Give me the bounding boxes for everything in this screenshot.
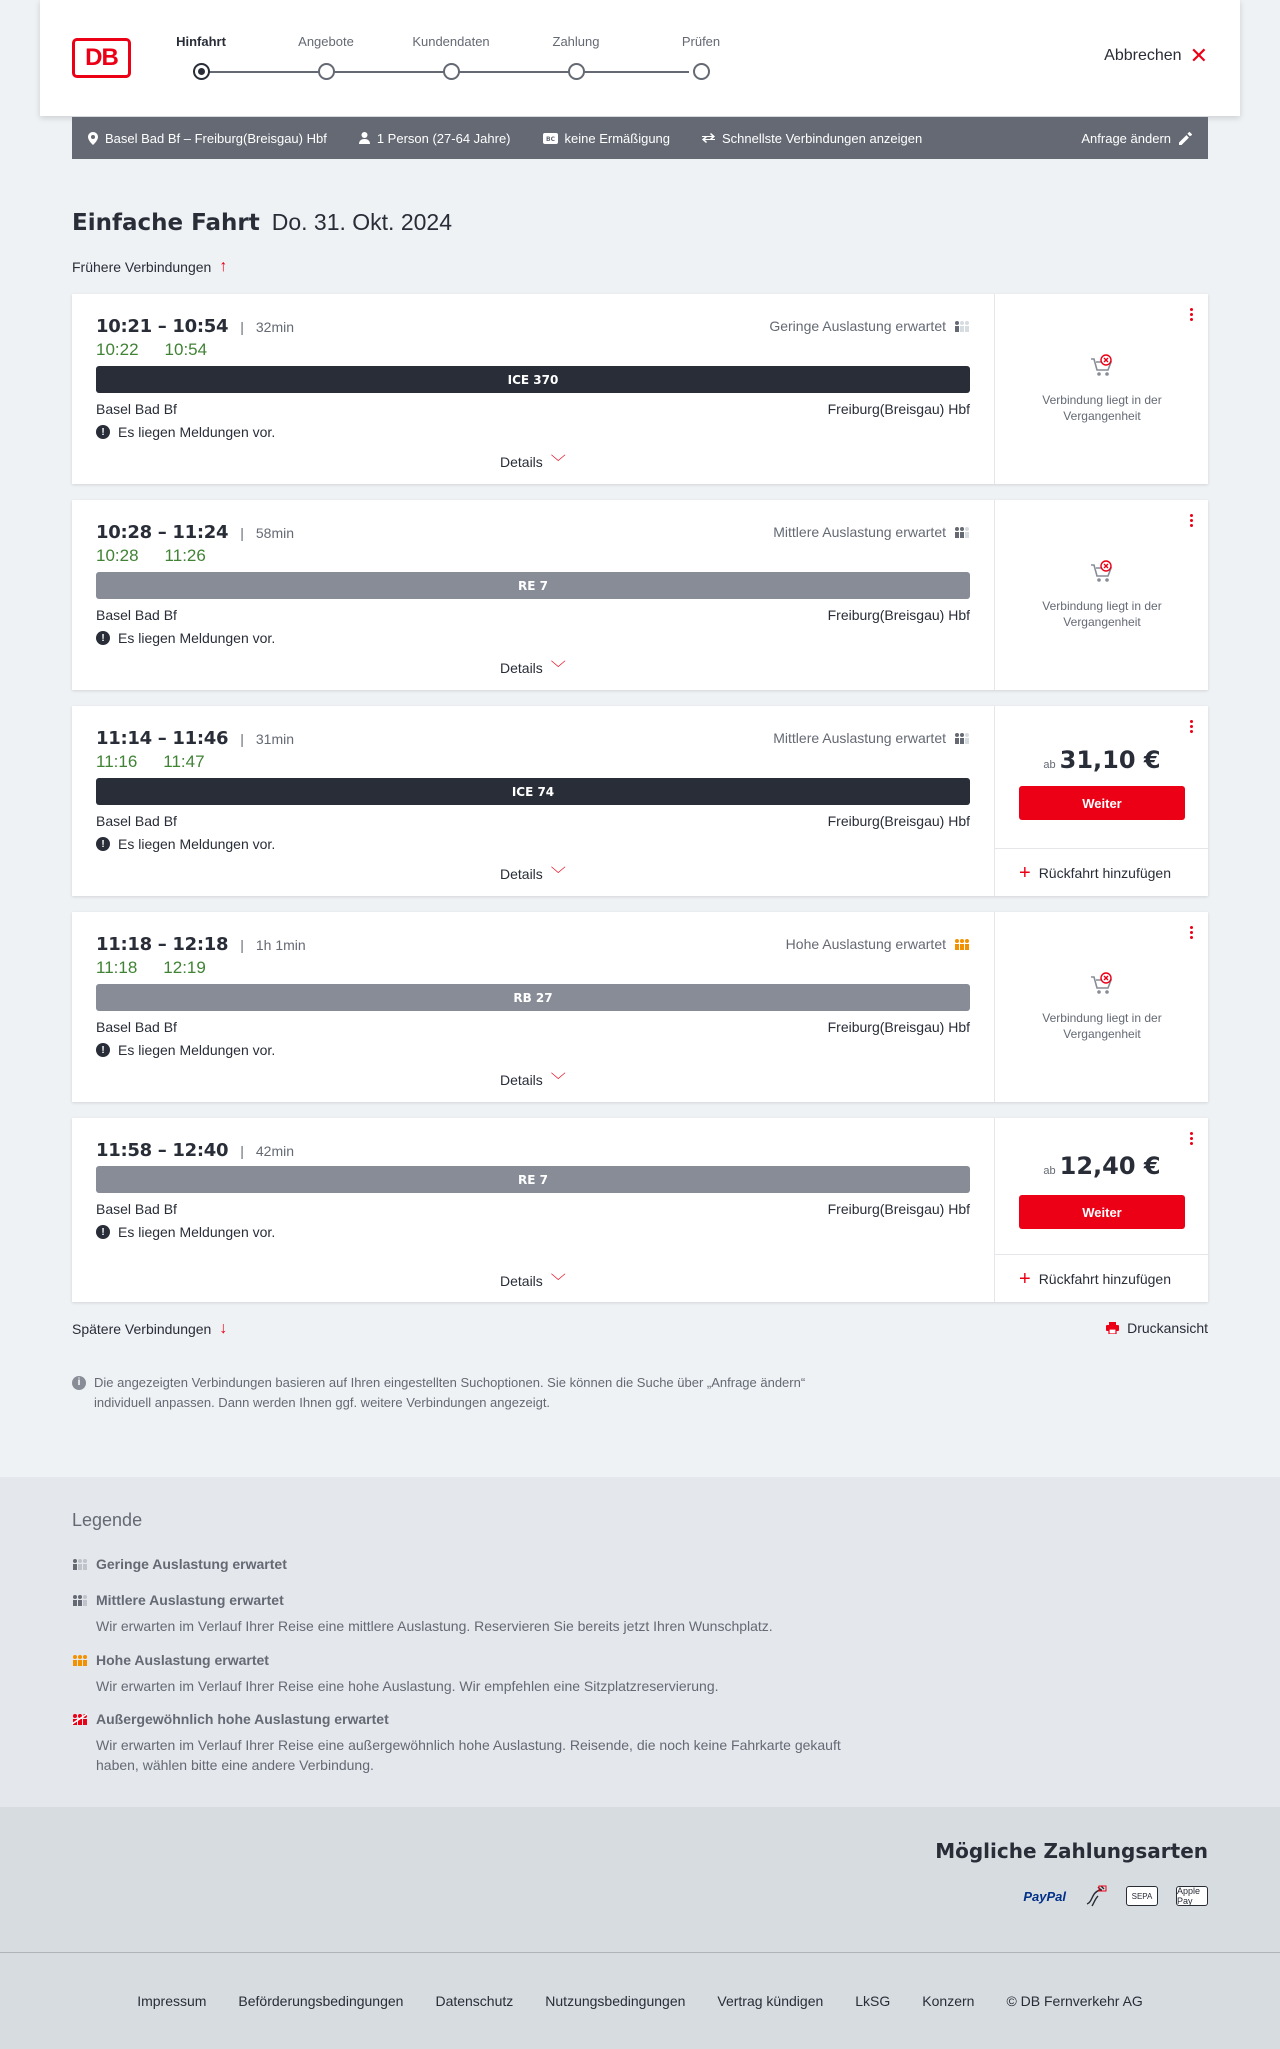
print-view-link[interactable] [1106, 1320, 1208, 1336]
progress-stepper [176, 34, 721, 84]
step-label: Angebote [298, 34, 354, 49]
scheduled-times: 11:14 – 11:46 [96, 728, 229, 749]
train-bar[interactable]: ICE 370 [96, 366, 970, 393]
alert-icon: ! [96, 631, 110, 645]
info-icon: i [72, 1376, 86, 1390]
separator: | [240, 1142, 244, 1159]
scheduled-times: 10:28 – 11:24 [96, 522, 229, 543]
paypal-icon: PayPal [1023, 1888, 1066, 1904]
schedule-row [96, 522, 294, 543]
passenger-text: 1 Person (27-64 Jahre) [376, 130, 511, 146]
schedule-row [96, 1140, 294, 1161]
realtime-arrival: 11:26 [164, 546, 206, 565]
footer-link-lksg[interactable]: LkSG [855, 1993, 891, 2009]
stations-row [96, 1019, 970, 1035]
more-options-icon[interactable] [1190, 308, 1194, 323]
schedule-row [96, 316, 294, 337]
details-toggle[interactable] [500, 863, 566, 884]
connection-card [72, 706, 1208, 896]
legend-item [72, 1711, 872, 1775]
footer-link-konzern[interactable]: Konzern [922, 1993, 975, 2009]
step-angebote [276, 34, 376, 54]
past-connection-info [995, 972, 1209, 1042]
train-bar[interactable]: RE 7 [96, 572, 970, 599]
realtime-row [96, 546, 206, 566]
fastest-connections-toggle[interactable] [702, 131, 922, 146]
occupancy-text: Geringe Auslastung erwartet [769, 318, 946, 334]
realtime-departure: 10:22 [96, 340, 139, 359]
step-zahlung [526, 34, 626, 54]
cart-unavailable-icon [1089, 560, 1115, 586]
earlier-connections-link[interactable] [72, 258, 227, 276]
alert-icon: ! [96, 1043, 110, 1057]
step-dot [318, 63, 335, 80]
past-connection-info [995, 560, 1209, 630]
chevron-down-icon: ﹀ [550, 1072, 566, 1089]
from-station: Basel Bad Bf [96, 607, 177, 623]
later-connections-link[interactable] [72, 1320, 227, 1338]
from-station: Basel Bad Bf [96, 813, 177, 829]
db-logo[interactable]: DB [72, 38, 131, 78]
price-value: 12,40 € [1059, 1152, 1161, 1180]
footer-link-nutzungsbedingungen[interactable]: Nutzungsbedingungen [545, 1993, 686, 2009]
more-options-icon[interactable] [1190, 720, 1194, 735]
chevron-down-icon: ﹀ [550, 866, 566, 883]
details-toggle[interactable] [500, 1270, 566, 1291]
offer-panel [994, 912, 1208, 1102]
realtime-departure: 11:16 [96, 752, 138, 771]
change-request-button[interactable] [1081, 131, 1192, 146]
legend-label: Außergewöhnlich hohe Auslastung erwartet [96, 1711, 389, 1727]
realtime-arrival: 10:54 [164, 340, 208, 359]
realtime-departure: 11:18 [96, 958, 138, 977]
message-text: Es liegen Meldungen vor. [118, 424, 276, 440]
message-row [96, 424, 275, 440]
details-label: Details [500, 1071, 543, 1088]
stations-row [96, 607, 970, 623]
chevron-down-icon: ﹀ [550, 454, 566, 471]
occupancy-high-icon [72, 1654, 88, 1666]
step-label: Prüfen [681, 34, 721, 49]
message-row [96, 630, 275, 646]
search-summary-bar [72, 117, 1208, 159]
past-connection-text: Verbindung liegt in der Vergangenheit [1042, 599, 1162, 629]
occupancy-high-icon [954, 938, 970, 950]
schedule-row [96, 934, 306, 955]
occupancy-medium-icon [954, 526, 970, 538]
payment-methods-section [0, 1807, 1280, 1952]
earlier-label: Frühere Verbindungen [72, 259, 212, 275]
to-station: Freiburg(Breisgau) Hbf [827, 813, 970, 829]
message-text: Es liegen Meldungen vor. [118, 1224, 276, 1240]
payment-title: Mögliche Zahlungsarten [935, 1839, 1208, 1863]
continue-button[interactable]: Weiter [1019, 1195, 1185, 1229]
occupancy-low-icon [72, 1558, 88, 1570]
realtime-row [96, 340, 207, 360]
occupancy-info [769, 318, 970, 334]
message-text: Es liegen Meldungen vor. [118, 630, 276, 646]
to-station: Freiburg(Breisgau) Hbf [827, 1019, 970, 1035]
message-row [96, 836, 275, 852]
duration: 32min [255, 318, 295, 335]
past-connection-info [995, 354, 1209, 424]
step-hinfahrt [151, 34, 251, 54]
legend-label: Geringe Auslastung erwartet [96, 1556, 287, 1572]
occupancy-info [786, 936, 970, 952]
alert-icon: ! [96, 425, 110, 439]
scheduled-times: 10:21 – 10:54 [96, 316, 229, 337]
chevron-down-icon: ﹀ [550, 660, 566, 677]
discount-summary [543, 131, 671, 146]
price-prefix: ab [1043, 759, 1056, 771]
swap-arrows-icon [702, 133, 715, 143]
realtime-arrival: 12:19 [163, 958, 206, 977]
route-text: Basel Bad Bf – Freiburg(Breisgau) Hbf [105, 130, 327, 146]
details-label: Details [500, 453, 543, 470]
apple-pay-icon: Apple Pay [1176, 1886, 1208, 1906]
step-label: Zahlung [552, 34, 600, 49]
connection-card [72, 912, 1208, 1102]
connection-info [72, 1118, 994, 1302]
direct-debit-icon [1084, 1884, 1108, 1908]
realtime-departure: 10:28 [96, 546, 139, 565]
message-row [96, 1042, 275, 1058]
legend-label: Mittlere Auslastung erwartet [96, 1592, 284, 1608]
step-pruefen [651, 34, 751, 54]
details-toggle[interactable] [500, 451, 566, 472]
past-connection-text: Verbindung liegt in der Vergangenheit [1042, 393, 1162, 423]
add-return-trip-button[interactable] [995, 848, 1209, 896]
info-note [72, 1373, 852, 1413]
alert-icon: ! [96, 1225, 110, 1239]
step-dot [443, 63, 460, 80]
sepa-icon: SEPA [1126, 1886, 1158, 1906]
page-title [72, 209, 452, 236]
price-prefix: ab [1043, 1165, 1056, 1177]
message-row [96, 1224, 275, 1240]
connection-card [72, 500, 1208, 690]
legend-item [72, 1592, 872, 1636]
add-return-trip-button[interactable] [995, 1254, 1209, 1302]
occupancy-info [773, 730, 970, 746]
footer [0, 1952, 1280, 2049]
scheduled-times: 11:58 – 12:40 [96, 1140, 229, 1161]
plus-icon: + [1019, 861, 1031, 884]
alert-icon: ! [96, 837, 110, 851]
to-station: Freiburg(Breisgau) Hbf [827, 401, 970, 417]
continue-button[interactable]: Weiter [1019, 786, 1185, 820]
add-return-label: Rückfahrt hinzufügen [1038, 864, 1171, 881]
more-options-icon[interactable] [1190, 926, 1194, 941]
legend-title: Legende [72, 1510, 143, 1530]
price-display [995, 746, 1209, 774]
from-station: Basel Bad Bf [96, 1201, 177, 1217]
offer-panel [994, 1118, 1208, 1302]
separator: | [240, 318, 244, 335]
pencil-icon [1179, 132, 1192, 145]
legend-description: Wir erwarten im Verlauf Ihrer Reise eine außergewöhnlich hohe Auslastung. Reisende, die noch keine Fahrkarte gekauft haben, wählen bitte eine andere Verbindung. [96, 1737, 841, 1773]
legend-item [72, 1556, 872, 1572]
step-dot [693, 63, 710, 80]
connection-info [72, 912, 994, 1102]
duration: 1h 1min [255, 936, 306, 953]
print-label: Druckansicht [1127, 1320, 1208, 1336]
payment-icons [1023, 1884, 1208, 1908]
step-label: Hinfahrt [176, 34, 226, 49]
train-bar[interactable]: RE 7 [96, 1166, 970, 1193]
close-icon: ✕ [1189, 43, 1208, 68]
occupancy-medium-icon [954, 732, 970, 744]
printer-icon [1106, 1322, 1119, 1334]
trip-date: Do. 31. Okt. 2024 [271, 209, 452, 235]
info-note-text: Die angezeigten Verbindungen basieren auf Ihren eingestellten Suchoptionen. Sie können die Suche über „Anfrage ändern“ individuell anpassen. Dann werden Ihnen ggf. weitere Verbindungen angezeigt. [94, 1375, 806, 1410]
price-display [995, 1152, 1209, 1180]
add-return-label: Rückfahrt hinzufügen [1038, 1270, 1171, 1287]
cart-unavailable-icon [1089, 972, 1115, 998]
details-toggle[interactable] [500, 1069, 566, 1090]
footer-copyright: © DB Fernverkehr AG [1006, 1993, 1143, 2009]
to-station: Freiburg(Breisgau) Hbf [827, 607, 970, 623]
stations-row [96, 1201, 970, 1217]
from-station: Basel Bad Bf [96, 401, 177, 417]
duration: 31min [255, 730, 295, 747]
chevron-down-icon: ﹀ [550, 1273, 566, 1290]
occupancy-text: Mittlere Auslastung erwartet [773, 524, 946, 540]
cancel-button[interactable] [1104, 43, 1208, 68]
details-label: Details [500, 865, 543, 882]
footer-link-impressum[interactable]: Impressum [137, 1993, 207, 2009]
duration: 42min [255, 1142, 295, 1159]
occupancy-medium-icon [72, 1594, 88, 1606]
arrow-down-icon: ↓ [219, 1320, 228, 1337]
svg-text:BC: BC [545, 135, 555, 143]
realtime-row [96, 958, 206, 978]
more-options-icon[interactable] [1190, 1132, 1194, 1147]
legend-item [72, 1652, 872, 1696]
past-connection-text: Verbindung liegt in der Vergangenheit [1042, 1011, 1162, 1041]
realtime-arrival: 11:47 [163, 752, 205, 771]
legend-description: Wir erwarten im Verlauf Ihrer Reise eine mittlere Auslastung. Reservieren Sie bereits jetzt Ihren Wunschplatz. [96, 1618, 773, 1634]
header [40, 0, 1240, 116]
stations-row [96, 813, 970, 829]
message-text: Es liegen Meldungen vor. [118, 1042, 276, 1058]
occupancy-text: Hohe Auslastung erwartet [785, 936, 946, 952]
stations-row [96, 401, 970, 417]
from-station: Basel Bad Bf [96, 1019, 177, 1035]
step-dot-active [193, 63, 210, 80]
footer-link-vertrag-kuendigen[interactable]: Vertrag kündigen [717, 1993, 824, 2009]
occupancy-info [773, 524, 970, 540]
occupancy-exceptional-icon [72, 1713, 88, 1725]
later-label: Spätere Verbindungen [72, 1321, 212, 1337]
legend-description: Wir erwarten im Verlauf Ihrer Reise eine hohe Auslastung. Wir empfehlen eine Sitzplatzreservierung. [96, 1678, 719, 1694]
legend-section [0, 1477, 1280, 1807]
separator: | [240, 730, 244, 747]
train-bar[interactable]: ICE 74 [96, 778, 970, 805]
schedule-row [96, 728, 294, 749]
details-label: Details [500, 1272, 543, 1289]
step-kundendaten [401, 34, 501, 54]
connection-info [72, 294, 994, 484]
footer-link-datenschutz[interactable]: Datenschutz [435, 1993, 514, 2009]
price-value: 31,10 € [1059, 746, 1161, 774]
legend-label: Hohe Auslastung erwartet [96, 1652, 269, 1668]
realtime-row [96, 752, 205, 772]
plus-icon: + [1019, 1267, 1031, 1290]
location-pin-icon [88, 132, 98, 145]
discount-text: keine Ermäßigung [564, 130, 671, 146]
scheduled-times: 11:18 – 12:18 [96, 934, 229, 955]
step-label: Kundendaten [412, 34, 490, 49]
separator: | [240, 936, 244, 953]
route-summary [88, 131, 327, 146]
fastest-text: Schnellste Verbindungen anzeigen [722, 130, 923, 146]
passenger-summary [359, 131, 511, 146]
cancel-label: Abbrechen [1104, 47, 1182, 64]
message-text: Es liegen Meldungen vor. [118, 836, 276, 852]
connection-card [72, 294, 1208, 484]
offer-panel [994, 706, 1208, 896]
occupancy-text: Mittlere Auslastung erwartet [773, 730, 946, 746]
details-toggle[interactable] [500, 657, 566, 678]
duration: 58min [255, 524, 295, 541]
bahncard-icon [543, 133, 558, 144]
cart-unavailable-icon [1089, 354, 1115, 380]
arrow-up-icon: ↑ [219, 258, 228, 275]
offer-panel [994, 500, 1208, 690]
step-dot [568, 63, 585, 80]
train-bar[interactable]: RB 27 [96, 984, 970, 1011]
occupancy-low-icon [954, 320, 970, 332]
connection-info [72, 706, 994, 896]
change-request-label: Anfrage ändern [1081, 130, 1171, 146]
connection-card [72, 1118, 1208, 1302]
footer-link-befoerderungsbedingungen[interactable]: Beförderungsbedingungen [238, 1993, 404, 2009]
to-station: Freiburg(Breisgau) Hbf [827, 1201, 970, 1217]
more-options-icon[interactable] [1190, 514, 1194, 529]
connection-info [72, 500, 994, 690]
details-label: Details [500, 659, 543, 676]
offer-panel [994, 294, 1208, 484]
separator: | [240, 524, 244, 541]
trip-type: Einfache Fahrt [72, 210, 260, 236]
person-icon [359, 132, 370, 144]
